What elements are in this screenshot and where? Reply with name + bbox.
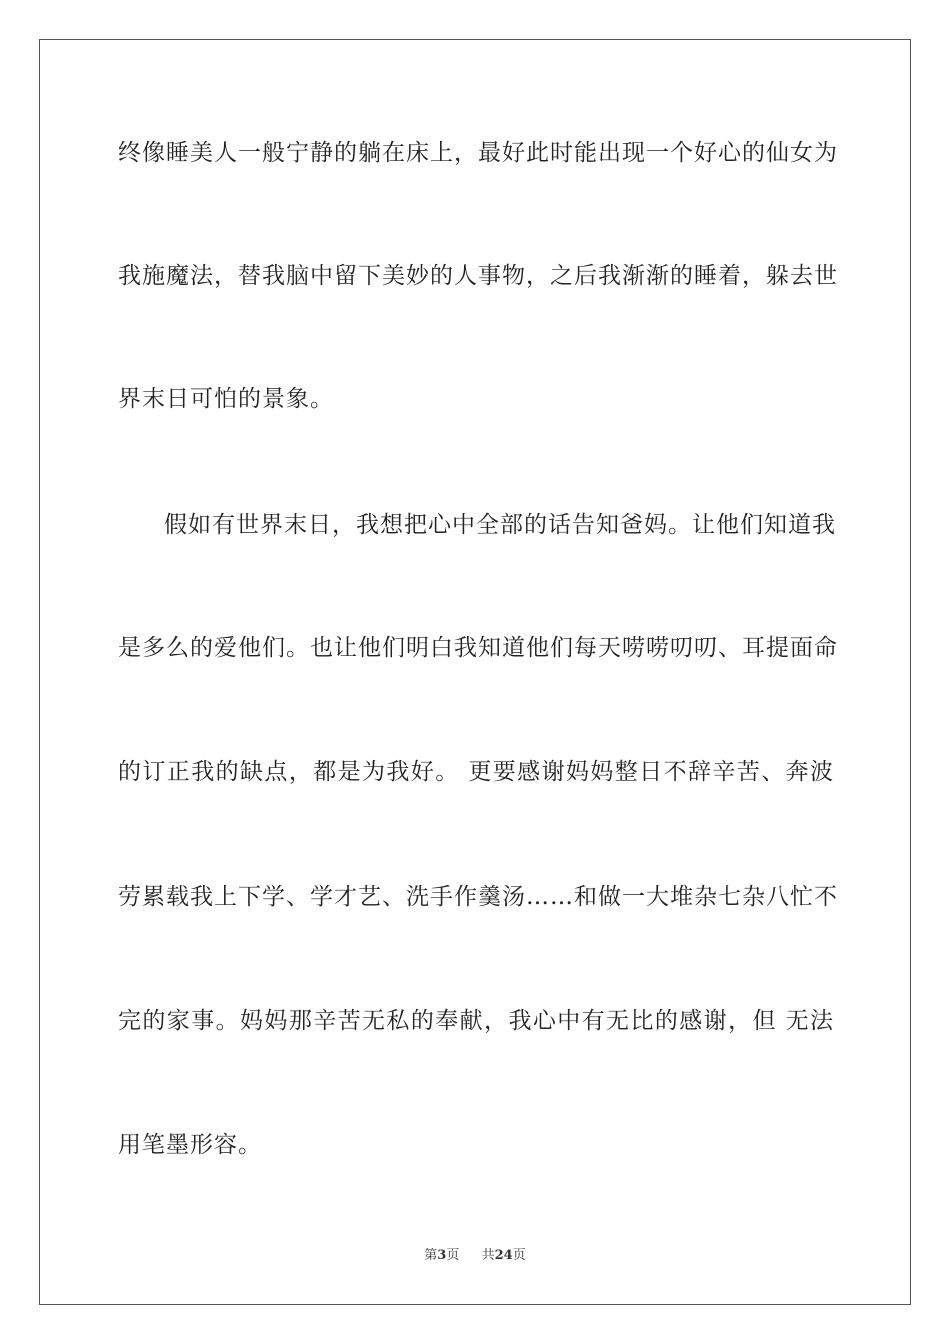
text-line-2: 我施魔法，替我脑中留下美妙的人事物，之后我渐渐的睡着，躲去世 <box>118 263 838 289</box>
total-prefix: 共 <box>481 1248 495 1263</box>
total-pages: 24 <box>494 1248 513 1263</box>
text-line-5: 是多么的爱他们。也让他们明白我知道他们每天唠唠叨叨、耳提面命 <box>118 635 838 661</box>
page-suffix: 页 <box>446 1248 460 1263</box>
page-label <box>424 1248 463 1263</box>
text-line-6: 的订正我的缺点，都是为我好。 更要感谢妈妈整日不辞辛苦、奔波 <box>118 759 834 785</box>
text-line-1: 终像睡美人一般宁静的躺在床上，最好此时能出现一个好心的仙女为 <box>118 140 838 166</box>
page-number: 3 <box>437 1248 447 1263</box>
text-line-9: 用笔墨形容。 <box>118 1132 262 1158</box>
text-line-7: 劳累载我上下学、学才艺、洗手作羹汤……和做一大堆杂七杂八忙不 <box>118 884 838 910</box>
total-label <box>482 1248 526 1263</box>
text-line-8: 完的家事。妈妈那辛苦无私的奉献，我心中有无比的感谢，但 无法 <box>118 1008 834 1034</box>
text-line-3: 界末日可怕的景象。 <box>118 386 334 412</box>
text-line-4: 假如有世界末日，我想把心中全部的话告知爸妈。让他们知道我 <box>164 512 836 538</box>
page-border <box>39 39 911 1305</box>
total-suffix: 页 <box>512 1248 526 1263</box>
page-footer <box>0 1247 950 1265</box>
page-prefix: 第 <box>424 1248 438 1263</box>
